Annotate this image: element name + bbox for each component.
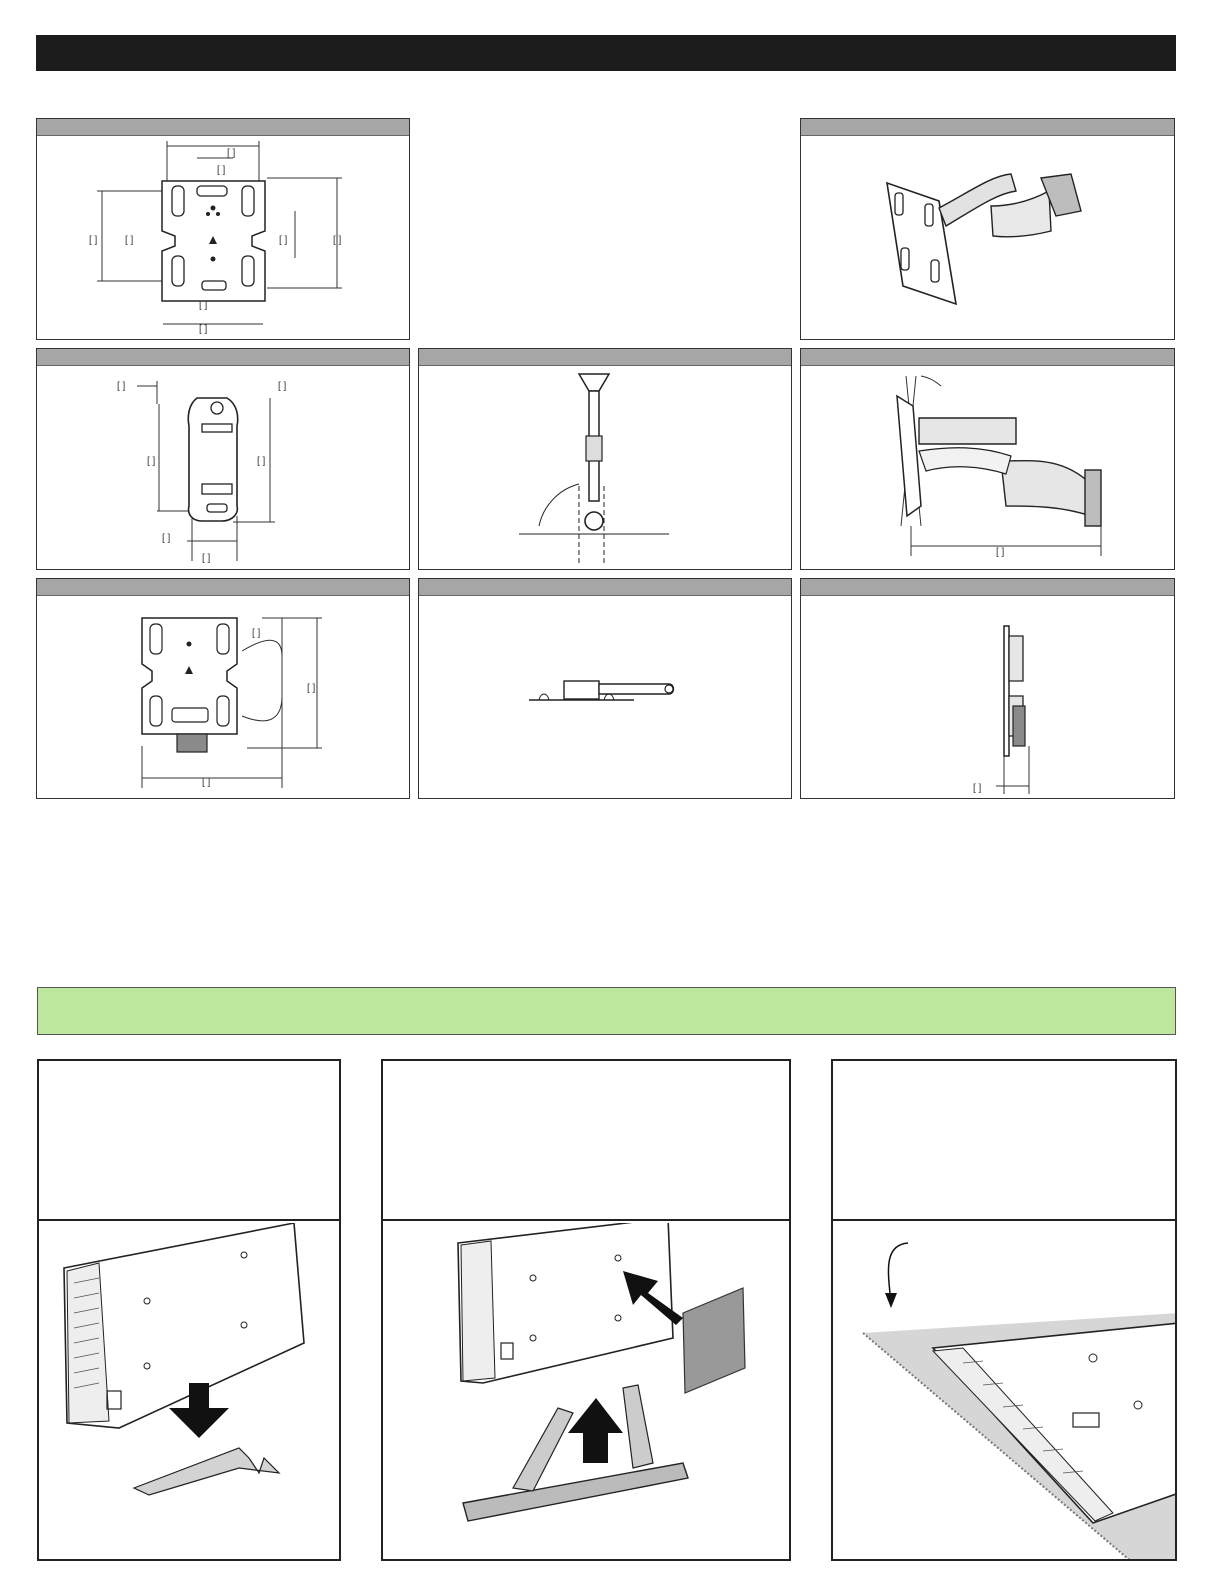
panel-header — [37, 119, 409, 136]
back-view-drawing — [37, 596, 410, 799]
svg-text:[ ]: [ ] — [252, 628, 261, 639]
svg-text:[ ]: [ ] — [973, 783, 982, 794]
svg-text:[ ]: [ ] — [89, 235, 98, 246]
step-3-lay-flat — [831, 1059, 1177, 1561]
svg-text:[ ]: [ ] — [199, 324, 208, 335]
svg-text:[ ]: [ ] — [117, 381, 126, 392]
panel-back-view — [36, 578, 410, 799]
panel-header — [801, 119, 1174, 136]
mount-perspective-drawing — [801, 136, 1175, 340]
step-2-text-area — [383, 1061, 789, 1221]
swivel-front-drawing — [419, 366, 792, 570]
bracket-side-drawing — [37, 366, 410, 570]
profile-view-drawing — [801, 596, 1175, 799]
panel-profile-view — [800, 578, 1175, 799]
panel-header — [37, 349, 409, 366]
step-3-text-area — [833, 1061, 1175, 1221]
panel-header — [801, 349, 1174, 366]
step-2-illustration — [383, 1223, 791, 1561]
step-2-attach-plate — [381, 1059, 791, 1561]
panel-mount-perspective — [800, 118, 1175, 340]
svg-text:[ ]: [ ] — [996, 547, 1005, 558]
panel-bracket-side — [36, 348, 410, 570]
panel-plate-dimensions — [36, 118, 410, 340]
svg-text:[ ]: [ ] — [307, 683, 316, 694]
panel-header — [419, 349, 791, 366]
top-view-drawing — [419, 596, 792, 799]
svg-text:[ ]: [ ] — [257, 456, 266, 467]
step-1-remove-stand — [37, 1059, 341, 1561]
svg-text:[ ]: [ ] — [199, 300, 208, 311]
svg-text:[ ]: [ ] — [202, 553, 211, 564]
svg-text:[ ]: [ ] — [279, 235, 288, 246]
header-bar — [36, 35, 1176, 71]
plate-dimensions-drawing — [37, 136, 410, 340]
section-bar — [37, 987, 1176, 1035]
panel-header — [801, 579, 1174, 596]
svg-text:[ ]: [ ] — [202, 777, 211, 788]
panel-header — [37, 579, 409, 596]
step-1-text-area — [39, 1061, 339, 1221]
svg-text:[ ]: [ ] — [125, 235, 134, 246]
panel-swivel-front — [418, 348, 792, 570]
svg-text:[ ]: [ ] — [162, 533, 171, 544]
panel-extension-side — [800, 348, 1175, 570]
panel-top-view — [418, 578, 792, 799]
svg-text:[ ]: [ ] — [147, 456, 156, 467]
step-3-illustration — [833, 1223, 1177, 1561]
step-1-illustration — [39, 1223, 341, 1561]
svg-text:[ ]: [ ] — [333, 235, 342, 246]
svg-text:[ ]: [ ] — [217, 165, 226, 176]
svg-text:[ ]: [ ] — [278, 381, 287, 392]
svg-text:[ ]: [ ] — [227, 148, 236, 159]
panel-header — [419, 579, 791, 596]
extension-side-drawing — [801, 366, 1175, 570]
